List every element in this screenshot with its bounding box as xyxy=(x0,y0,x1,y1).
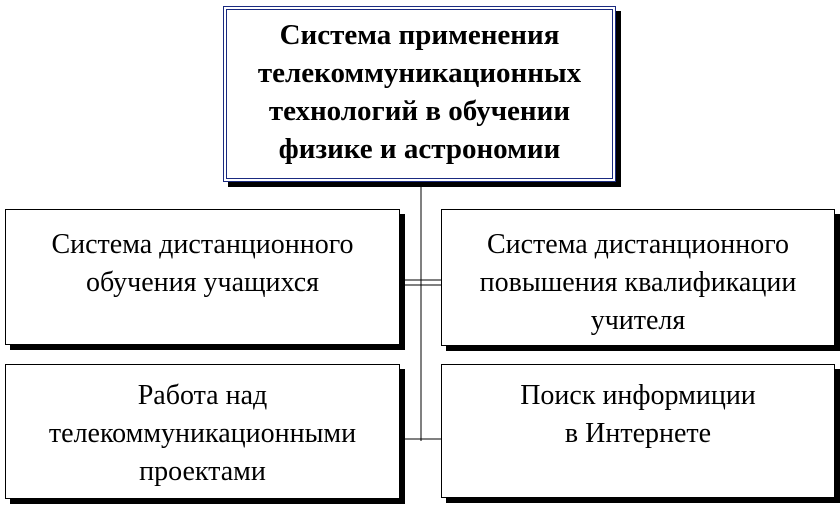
node-label: Система дистанционного обучения учащихся xyxy=(51,229,354,298)
root-node-label: Система применения телекоммуникационных технологий в обучении физике и астрономии xyxy=(257,19,582,165)
node-teacher-qualification xyxy=(441,209,835,346)
node-label: Поиск информиции в Интернете xyxy=(520,380,756,449)
node-label: Работа над телекоммуникационными проектами xyxy=(48,380,357,487)
node-telecom-projects xyxy=(5,364,400,499)
node-distance-learning-students xyxy=(5,209,400,345)
root-node xyxy=(223,6,616,182)
node-label: Система дистанционного повышения квалификации учителя xyxy=(479,229,797,336)
node-internet-search xyxy=(441,364,835,498)
